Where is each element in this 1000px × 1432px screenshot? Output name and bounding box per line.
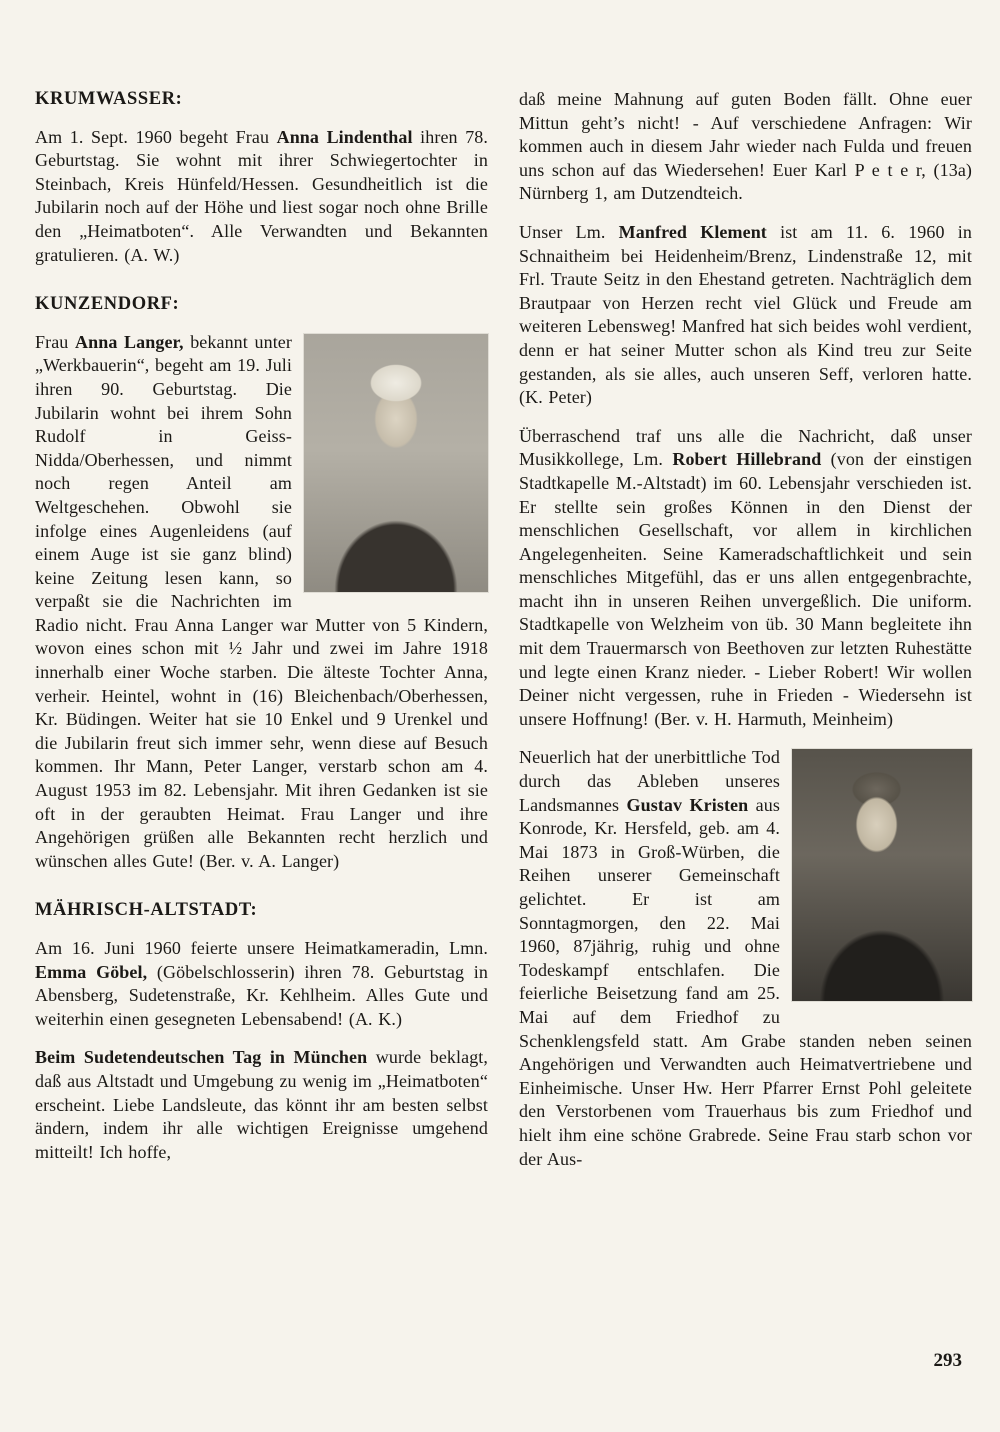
page-number: 293 <box>933 1350 962 1371</box>
text-run: Unser Lm. <box>519 221 619 242</box>
text-run: (Göbelschlosserin) ihren 78. Geburtstag in Abensberg, Sudetenstraße, Kr. Kehlheim. Alles Gute und weiterhin einen gesegneten Lebensabend! (A. K.) <box>35 961 488 1029</box>
bold-name-text: Gustav Kristen <box>626 794 749 815</box>
section-heading: KUNZENDORF: <box>35 294 180 315</box>
section-heading: MÄHRISCH-ALTSTADT: <box>35 900 258 921</box>
paragraph <box>519 746 972 1171</box>
bold-name-text: Robert Hillebrand <box>672 449 822 470</box>
paragraph <box>519 88 972 206</box>
bold-name-text: Beim Sudetendeutschen Tag in München <box>35 1047 368 1068</box>
text-run: bekannt unter „Werkbauerin“, begeht am 19. Juli ihren 90. Geburtstag. Die Jubilarin wohnt bei ihrem Sohn Rudolf in Geiss-Nidda/Oberhessen, und nimmt noch regen Anteil am Weltgeschehen. Obwohl sie infolge eines Augenleidens (auf einem Auge ist sie ganz blind) keine Zeitung lesen kann, so verpaßt sie die Nachrichten im Radio nicht. Frau Anna Langer war Mutter von 5 Kindern, wovon eines schon mit ½ Jahr und zwei im Jahre 1918 innerhalb einer Woche starben. Die älteste Tochter Anna, verheir. Heintel, wohnt in (16) Bleichenbach/Oberhessen, Kr. Büdingen. Weiter hat sie 10 Enkel und 9 Urenkel und die Jubilarin freut sich immer sehr, wenn diese auf Besuch kommen. Ihr Mann, Peter Langer, verstarb schon am 4. August 1953 im 82. Lebensjahr. Mit ihren Gedanken ist sie oft in der geraubten Heimat. Frau Langer und ihre Angehörigen grüßen alle Bekannten recht herzlich und wünschen alles Gute! (Ber. v. A. Langer) <box>35 331 488 871</box>
text-run: ihren 78. Geburtstag. Sie wohnt mit ihrer Schwiegertochter in Steinbach, Kreis Hünfeld/Hessen. Gesundheitlich ist die Jubilarin noch auf der Höhe und liest sogar noch ohne Brille den „Heimatboten“. Alle Verwandten und Bekannten gratulieren. (A. W.) <box>35 126 488 265</box>
text-run: Am 1. Sept. 1960 begeht Frau <box>35 126 277 147</box>
portrait-photo-gustav-kristen <box>792 749 972 1001</box>
text-run: wurde beklagt, daß aus Altstadt und Umgebung zu wenig im „Heimatboten“ erscheint. Liebe Landsleute, das könnt ihr am besten selbst ändern, indem ihr alle wichtigen Ereignisse umgehend mitteilt! Ich hoffe, <box>35 1047 488 1162</box>
text-run: (von der einstigen Stadtkapelle M.-Altstadt) im 60. Lebensjahr verschieden ist. Er stellte sein großes Können in den Dienst der menschlichen Gesellschaft, vor allem in kirchlichen Angelegenheiten. Seine Kameradschaftlichkeit und sein menschliches Mitgefühl, das er uns allen entgegenbrachte, macht ihn in unseren Reihen unvergeßlich. Die uniform. Stadtkapelle von Welzheim von üb. 30 Mann begleitete ihn mit dem Trauermarsch von Beethoven zur letzten Ruhestätte und legte einen Kranz nieder. - Lieber Robert! Wir wollen Deiner nicht vergessen, ruhe in Frieden - Wiedersehn ist unsere Hoffnung! (Ber. v. H. Harmuth, Meinheim) <box>519 449 972 729</box>
section-heading: KRUMWASSER: <box>35 89 183 109</box>
portrait-photo-anna-langer <box>304 334 488 592</box>
text-run: Überraschend traf uns alle die Nachricht, daß unser Musikkollege, Lm. <box>519 425 972 470</box>
text-run: Am 16. Juni 1960 feierte unsere Heimatkameradin, Lmn. <box>35 938 488 958</box>
text-run: daß meine Mahnung auf guten Boden fällt. Ohne euer Mittun geht’s nicht! - Auf verschiedene Anfragen: Wir kommen auch in diesem Jahr wieder nach Fulda und freuen uns schon auf das Wiedersehen! Euer Karl P e t e r, (13a) Nürnberg 1, am Dutzendteich. <box>519 89 972 204</box>
paragraph <box>35 331 488 874</box>
left-column <box>35 88 488 1164</box>
right-column <box>519 88 972 1171</box>
paragraph <box>35 1046 488 1164</box>
paragraph <box>35 126 488 268</box>
bold-name-text: Emma Göbel, <box>35 961 148 982</box>
text-run: Frau <box>35 331 76 352</box>
bold-name-text: Manfred Klement <box>618 221 767 242</box>
bold-name-text: Anna Lindenthal <box>276 126 413 147</box>
paragraph <box>519 221 972 410</box>
paragraph <box>519 425 972 732</box>
text-run: Neuerlich hat der unerbittliche Tod durch das Ableben unseres Landsmannes <box>519 747 780 815</box>
paragraph <box>35 937 488 1031</box>
bold-name-text: Anna Langer, <box>75 331 184 352</box>
text-run: ist am 11. 6. 1960 in Schnaitheim bei Heidenheim/Brenz, Lindenstraße 12, mit Frl. Traute Seitz in den Ehestand getreten. Nachträglich dem Brautpaar von Herzen recht viel Glück und Freude am weiteren Lebensweg! Manfred hat sich beides wohl verdient, denn er hat seiner Mutter schon als Kind treu zur Seite gestanden, als sie alles, auch unseren Seff, verloren hatte. (K. Peter) <box>519 221 972 408</box>
text-run: aus Konrode, Kr. Hersfeld, geb. am 4. Mai 1873 in Groß-Würben, die Reihen unserer Gemeinschaft gelichtet. Er ist am Sonntagmorgen, den 22. Mai 1960, 87jährig, ruhig und ohne Todeskampf entschlafen. Die feierliche Beisetzung fand am 25. Mai auf dem Friedhof zu Schenklengsfeld statt. Am Grabe standen neben seinen Angehörigen und Verwandten auch Heimatvertriebene und Einheimische. Unser Hw. Herr Pfarrer Ernst Pohl geleitete den Verstorbenen vom Trauerhaus bis zum Friedhof und hielt ihm eine schöne Grabrede. Seine Frau starb schon vor der Aus- <box>519 794 972 1169</box>
